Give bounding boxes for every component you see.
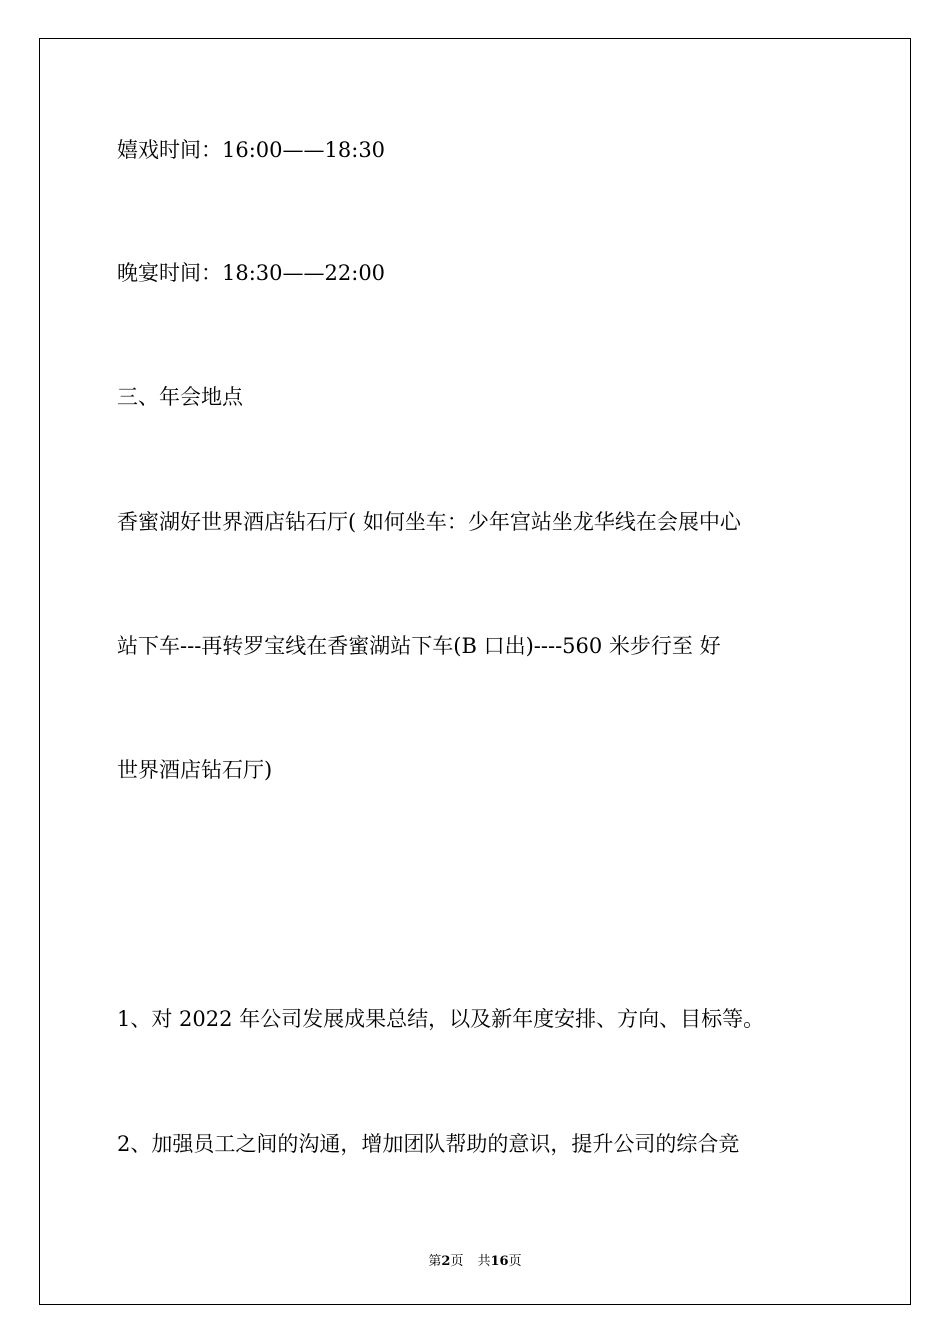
total-prefix: 共 [477,1254,491,1269]
venue-text-line-3: 世界酒店钻石厅) [117,758,273,782]
goal-item-2: 2、加强员工之间的沟通，增加团队帮助的意识，提升公司的综合竞 [117,1132,740,1156]
total-pages: 16 [490,1254,509,1269]
venue-text-line-2: 站下车---再转罗宝线在香蜜湖站下车(B 口出)----560 米步行至 好 [117,634,721,658]
page-footer [0,1250,950,1269]
page-suffix: 页 [450,1254,464,1269]
goal-item-1: 1、对 2022 年公司发展成果总结，以及新年度安排、方向、目标等。 [117,1007,765,1031]
total-suffix: 页 [508,1254,522,1269]
venue-text-line-1: 香蜜湖好世界酒店钻石厅( 如何坐车：少年宫站坐龙华线在会展中心 [117,510,741,534]
page-border [39,38,911,1305]
play-time-line: 嬉戏时间：16:00——18:30 [117,138,386,162]
venue-heading: 三、年会地点 [117,385,243,409]
page-number: 2 [441,1254,451,1269]
banquet-time-line: 晚宴时间：18:30——22:00 [117,261,386,285]
page-prefix: 第 [428,1254,442,1269]
